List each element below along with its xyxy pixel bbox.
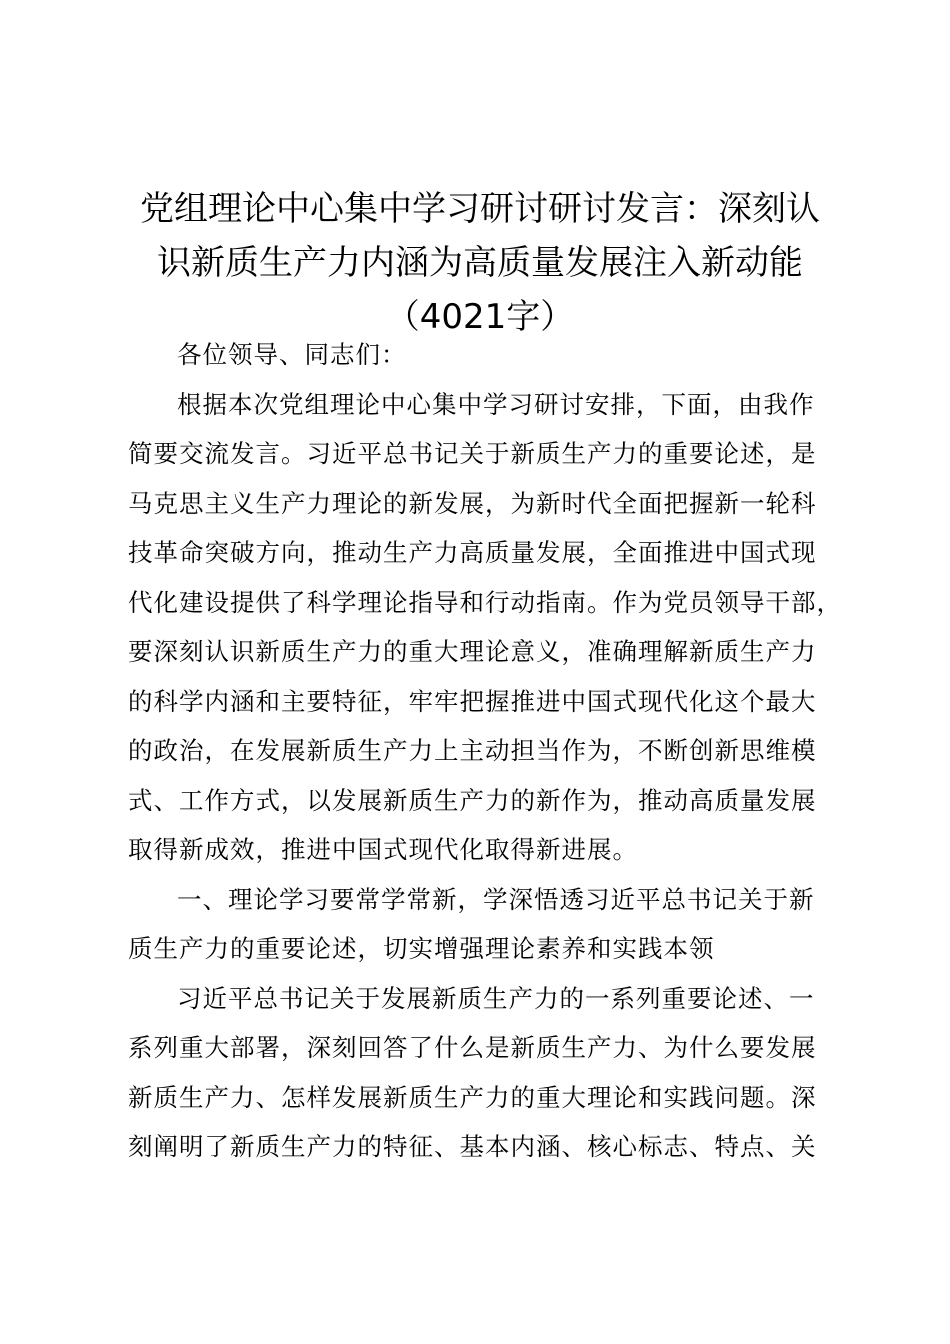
paragraph-line: 要深刻认识新质生产力的重大理论意义，准确理解新质生产力 bbox=[128, 637, 817, 666]
paragraph-line: 根据本次党组理论中心集中学习研讨安排，下面，由我作 bbox=[177, 389, 815, 419]
paragraph-line: 的科学内涵和主要特征，牢牢把握推进中国式现代化这个最大 bbox=[128, 686, 817, 716]
paragraph-line: 的政治，在发展新质生产力上主动担当作为，不断创新思维模 bbox=[128, 736, 817, 765]
paragraph-line: 刻阐明了新质生产力的特征、基本内涵、核心标志、特点、关 bbox=[128, 1132, 817, 1161]
paragraph-line: 式、工作方式，以发展新质生产力的新作为，推动高质量发展 bbox=[128, 785, 817, 815]
salutation: 各位领导、同志们： bbox=[177, 340, 407, 369]
paragraph-line: 系列重大部署，深刻回答了什么是新质生产力、为什么要发展 bbox=[128, 1033, 817, 1062]
title-line: 党组理论中心集中学习研讨研讨发言：深刻认 bbox=[140, 189, 820, 229]
section-heading-1 bbox=[128, 875, 838, 974]
heading-line: 一、理论学习要常学常新，学深悟透习近平总书记关于新 bbox=[177, 884, 815, 914]
paragraph-line: 取得新成效，推进中国式现代化取得新进展。 bbox=[128, 835, 638, 864]
paragraph-intro bbox=[128, 380, 842, 875]
paragraph-line: 简要交流发言。习近平总书记关于新质生产力的重要论述，是 bbox=[128, 439, 817, 468]
paragraph-line: 代化建设提供了科学理论指导和行动指南。作为党员领导干部， bbox=[128, 587, 842, 617]
document-body bbox=[128, 330, 842, 1172]
paragraph-section-1 bbox=[128, 974, 838, 1172]
title-line: 识新质生产力内涵为高质量发展注入新动能 bbox=[157, 243, 803, 283]
paragraph-line: 技革命突破方向，推动生产力高质量发展，全面推进中国式现 bbox=[128, 538, 817, 567]
paragraph-line: 马克思主义生产力理论的新发展，为新时代全面把握新一轮科 bbox=[128, 488, 817, 518]
document-title bbox=[120, 182, 840, 344]
heading-line: 质生产力的重要论述，切实增强理论素养和实践本领 bbox=[128, 934, 715, 963]
paragraph-line: 新质生产力、怎样发展新质生产力的重大理论和实践问题。深 bbox=[128, 1082, 817, 1112]
paragraph-line: 习近平总书记关于发展新质生产力的一系列重要论述、一 bbox=[177, 983, 815, 1013]
title-word-count: （4021字） bbox=[385, 297, 575, 337]
